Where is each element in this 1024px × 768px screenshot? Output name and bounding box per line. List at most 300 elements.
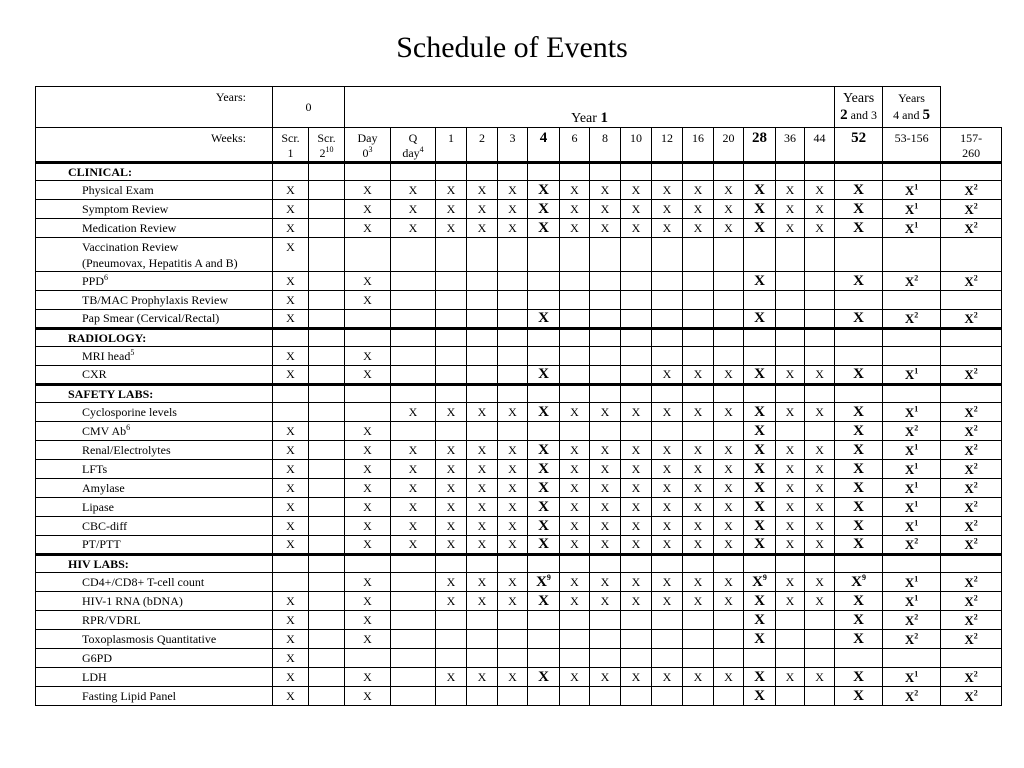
schedule-mark: X: [724, 518, 733, 533]
schedule-cell: [776, 366, 805, 385]
schedule-cell: [560, 422, 590, 441]
schedule-cell: [883, 517, 941, 536]
schedule-cell: [590, 291, 621, 310]
schedule-cell: [652, 200, 683, 219]
schedule-cell: [345, 687, 391, 706]
weeks-label: Weeks:: [36, 128, 273, 163]
schedule-cell: [835, 200, 883, 219]
schedule-cell: [621, 347, 652, 366]
schedule-cell: [498, 403, 528, 422]
schedule-mark-footnote: 9: [862, 572, 866, 582]
schedule-cell: [652, 460, 683, 479]
schedule-mark: X: [363, 669, 372, 684]
schedule-mark-footnote: 2: [973, 442, 978, 452]
week-header-line1: Day: [357, 131, 378, 145]
schedule-mark: X: [477, 182, 487, 197]
schedule-cell: [498, 272, 528, 291]
schedule-mark: X: [964, 367, 974, 382]
schedule-mark: X: [538, 181, 549, 198]
schedule-mark: X: [508, 574, 517, 589]
schedule-mark: X: [724, 201, 733, 216]
schedule-cell: [941, 291, 1002, 310]
schedule-cell: [652, 479, 683, 498]
schedule-cell: [528, 479, 560, 498]
schedule-mark-footnote: 1: [914, 593, 919, 603]
table-row: [36, 573, 1002, 592]
row-label-text: Cyclosporine levels: [82, 404, 177, 419]
schedule-mark: X: [662, 442, 672, 457]
schedule-mark: X: [853, 498, 864, 515]
schedule-cell: [560, 592, 590, 611]
schedule-cell: [391, 310, 436, 329]
schedule-cell: [273, 611, 309, 630]
schedule-cell: [467, 219, 498, 238]
schedule-mark: X: [662, 593, 672, 608]
schedule-cell: [528, 291, 560, 310]
schedule-mark: X: [754, 441, 765, 458]
week-header-2: [345, 128, 391, 163]
schedule-cell: [776, 310, 805, 329]
schedule-mark: X: [964, 574, 974, 590]
schedule-cell: [436, 592, 467, 611]
schedule-mark: X: [904, 574, 915, 590]
schedule-cell: [467, 630, 498, 649]
empty-cell: [776, 163, 805, 181]
schedule-cell: [391, 403, 436, 422]
schedule-mark: X: [600, 201, 610, 216]
schedule-mark: X: [363, 480, 372, 495]
schedule-mark-footnote: 2: [973, 593, 978, 603]
schedule-cell: [345, 347, 391, 366]
schedule-cell: [835, 219, 883, 238]
schedule-cell: [467, 347, 498, 366]
schedule-cell: [835, 460, 883, 479]
schedule-cell: [835, 687, 883, 706]
week-header-13: [714, 128, 744, 163]
row-label: [36, 238, 273, 272]
schedule-cell: [273, 366, 309, 385]
schedule-cell: [590, 460, 621, 479]
schedule-cell: [391, 291, 436, 310]
schedule-cell: [391, 592, 436, 611]
schedule-cell: [345, 630, 391, 649]
schedule-cell: [621, 200, 652, 219]
schedule-mark: X: [904, 273, 915, 289]
schedule-mark: X: [631, 518, 641, 533]
schedule-mark: X: [508, 537, 517, 551]
schedule-mark: X: [538, 219, 549, 236]
schedule-cell: [590, 649, 621, 668]
schedule-cell: [391, 272, 436, 291]
schedule-cell: [744, 403, 776, 422]
schedule-cell: [590, 479, 621, 498]
table-row: [36, 536, 1002, 555]
schedule-mark: X: [408, 537, 418, 551]
schedule-cell: [498, 460, 528, 479]
schedule-mark: X: [904, 669, 915, 685]
schedule-cell: [309, 536, 345, 555]
schedule-mark-footnote: 2: [973, 518, 978, 528]
schedule-cell: [714, 219, 744, 238]
schedule-cell: [309, 479, 345, 498]
table-row: [36, 347, 1002, 366]
schedule-cell: [805, 517, 835, 536]
schedule-mark: X: [538, 310, 549, 326]
schedule-cell: [590, 517, 621, 536]
week-header-line1: 1: [448, 131, 454, 145]
schedule-cell: [941, 649, 1002, 668]
weeks-header-row: [36, 128, 1002, 163]
schedule-mark: X: [446, 220, 456, 235]
schedule-cell: [941, 310, 1002, 329]
schedule-mark-footnote: 2: [914, 273, 919, 283]
schedule-body: [36, 87, 1002, 706]
schedule-mark: X: [754, 200, 765, 217]
schedule-mark: X: [538, 200, 549, 217]
schedule-mark: X: [904, 461, 915, 477]
empty-cell: [467, 385, 498, 403]
schedule-cell: [345, 200, 391, 219]
schedule-cell: [560, 366, 590, 385]
schedule-mark: X: [815, 220, 824, 235]
schedule-cell: [805, 422, 835, 441]
schedule-cell: [590, 200, 621, 219]
empty-cell: [883, 555, 941, 573]
schedule-mark: X: [815, 480, 824, 495]
schedule-cell: [528, 536, 560, 555]
schedule-mark: X: [964, 537, 974, 552]
schedule-mark: X: [785, 201, 795, 216]
schedule-cell: [309, 272, 345, 291]
row-label: [36, 687, 273, 706]
row-label-text: G6PD: [82, 650, 113, 665]
empty-cell: [528, 163, 560, 181]
schedule-mark: X: [964, 404, 974, 420]
schedule-cell: [391, 687, 436, 706]
schedule-cell: [391, 238, 436, 272]
schedule-mark: X: [785, 669, 795, 684]
schedule-mark: X: [785, 220, 795, 235]
schedule-cell: [683, 687, 714, 706]
schedule-mark: X: [815, 367, 824, 381]
empty-cell: [621, 385, 652, 403]
schedule-mark: X: [446, 574, 456, 589]
schedule-cell: [835, 498, 883, 517]
week-header-16: [805, 128, 835, 163]
empty-cell: [436, 385, 467, 403]
schedule-mark: X: [446, 461, 456, 476]
schedule-cell: [805, 238, 835, 272]
section-header-row: [36, 555, 1002, 573]
schedule-mark: X: [570, 518, 579, 533]
schedule-cell: [391, 573, 436, 592]
schedule-mark: X: [815, 201, 824, 216]
schedule-cell: [835, 181, 883, 200]
row-label: [36, 403, 273, 422]
empty-cell: [941, 555, 1002, 573]
empty-cell: [835, 163, 883, 181]
schedule-mark: X: [662, 182, 672, 197]
empty-cell: [590, 329, 621, 347]
schedule-cell: [528, 200, 560, 219]
schedule-mark: X: [286, 499, 295, 514]
schedule-cell: [744, 310, 776, 329]
empty-cell: [835, 329, 883, 347]
empty-cell: [776, 329, 805, 347]
schedule-cell: [835, 611, 883, 630]
section-title: HIV LABS:: [36, 555, 273, 573]
schedule-mark: X: [631, 669, 641, 684]
schedule-cell: [309, 573, 345, 592]
schedule-cell: [345, 291, 391, 310]
schedule-cell: [498, 310, 528, 329]
schedule-mark: X: [662, 537, 672, 551]
empty-cell: [436, 163, 467, 181]
empty-cell: [498, 555, 528, 573]
schedule-cell: [467, 668, 498, 687]
schedule-cell: [835, 536, 883, 555]
schedule-mark: X: [724, 367, 733, 381]
schedule-mark: X: [446, 480, 456, 495]
schedule-cell: [560, 517, 590, 536]
schedule-cell: [883, 291, 941, 310]
schedule-mark: X: [570, 669, 579, 684]
schedule-cell: [498, 238, 528, 272]
schedule-mark: X: [754, 592, 765, 609]
table-row: [36, 219, 1002, 238]
schedule-cell: [590, 238, 621, 272]
schedule-cell: [805, 347, 835, 366]
empty-cell: [273, 329, 309, 347]
schedule-cell: [309, 403, 345, 422]
section-title: SAFETY LABS:: [36, 385, 273, 403]
schedule-mark: X: [693, 593, 703, 608]
schedule-cell: [436, 422, 467, 441]
row-label: [36, 181, 273, 200]
schedule-mark: X: [286, 537, 295, 551]
schedule-cell: [309, 366, 345, 385]
week-header-12: [683, 128, 714, 163]
schedule-cell: [436, 441, 467, 460]
schedule-mark: X: [570, 201, 579, 216]
week-header-1: [309, 128, 345, 163]
schedule-cell: [590, 441, 621, 460]
schedule-mark: X: [538, 460, 549, 477]
schedule-mark: X: [693, 574, 703, 589]
schedule-cell: [309, 668, 345, 687]
schedule-cell: [683, 517, 714, 536]
schedule-cell: [498, 347, 528, 366]
schedule-cell: [621, 498, 652, 517]
schedule-cell: [835, 238, 883, 272]
schedule-mark: X: [286, 650, 295, 665]
schedule-mark: X: [600, 480, 610, 495]
row-label: [36, 573, 273, 592]
schedule-mark: X: [754, 668, 765, 685]
schedule-cell: [273, 536, 309, 555]
schedule-mark: X: [853, 687, 864, 704]
schedule-cell: [528, 611, 560, 630]
schedule-cell: [744, 649, 776, 668]
schedule-cell: [941, 611, 1002, 630]
schedule-cell: [345, 422, 391, 441]
section-header-row: [36, 385, 1002, 403]
schedule-cell: [273, 272, 309, 291]
schedule-mark: X: [363, 574, 372, 589]
empty-cell: [652, 329, 683, 347]
schedule-cell: [714, 291, 744, 310]
years-4-5-word: Years: [898, 91, 925, 105]
schedule-mark-footnote: 2: [973, 273, 978, 283]
empty-cell: [652, 555, 683, 573]
schedule-mark: X: [286, 461, 295, 476]
schedule-cell: [273, 460, 309, 479]
schedule-mark: X: [662, 499, 672, 514]
schedule-cell: [941, 238, 1002, 272]
schedule-cell: [309, 181, 345, 200]
row-label-text: Fasting Lipid Panel: [82, 688, 176, 703]
row-label: [36, 649, 273, 668]
schedule-cell: [776, 498, 805, 517]
schedule-cell: [835, 592, 883, 611]
schedule-cell: [621, 272, 652, 291]
schedule-mark: X: [724, 499, 733, 514]
years-header-row: [36, 87, 1002, 128]
years-2-3-header: [835, 87, 883, 128]
schedule-cell: [805, 403, 835, 422]
schedule-mark: X: [754, 498, 765, 515]
schedule-cell: [498, 649, 528, 668]
schedule-cell: [436, 291, 467, 310]
schedule-cell: [436, 573, 467, 592]
schedule-mark-footnote: 2: [914, 423, 919, 433]
schedule-mark: X: [508, 182, 517, 197]
schedule-cell: [621, 611, 652, 630]
schedule-cell: [744, 460, 776, 479]
empty-cell: [744, 329, 776, 347]
schedule-cell: [744, 238, 776, 272]
schedule-mark: X: [964, 182, 974, 198]
schedule-mark: X: [286, 442, 295, 457]
schedule-mark: X: [785, 182, 795, 197]
schedule-cell: [273, 668, 309, 687]
schedule-mark: X: [754, 219, 765, 236]
week-header-footnote: 4: [419, 145, 424, 154]
schedule-cell: [528, 592, 560, 611]
schedule-mark: X: [363, 442, 372, 457]
schedule-mark: X: [600, 518, 610, 533]
schedule-mark: X: [600, 442, 610, 457]
schedule-cell: [714, 403, 744, 422]
schedule-cell: [273, 498, 309, 517]
week-header-line1: 53-156: [894, 131, 929, 145]
schedule-mark: X: [964, 480, 974, 496]
schedule-mark: X: [631, 537, 641, 551]
schedule-mark: X: [508, 593, 517, 608]
schedule-mark: X: [631, 220, 641, 235]
schedule-cell: [883, 668, 941, 687]
schedule-cell: [683, 536, 714, 555]
empty-cell: [467, 555, 498, 573]
schedule-mark: X: [754, 479, 765, 496]
schedule-cell: [391, 611, 436, 630]
empty-cell: [683, 385, 714, 403]
row-label: [36, 536, 273, 555]
schedule-mark: X: [964, 273, 974, 289]
schedule-mark-footnote: 1: [914, 669, 919, 679]
schedule-mark: X: [477, 442, 487, 457]
schedule-cell: [714, 441, 744, 460]
schedule-mark: X: [286, 240, 295, 254]
empty-cell: [590, 385, 621, 403]
schedule-cell: [683, 441, 714, 460]
schedule-mark: X: [851, 573, 862, 590]
schedule-cell: [776, 181, 805, 200]
schedule-mark: X: [363, 348, 372, 363]
schedule-cell: [345, 573, 391, 592]
schedule-cell: [776, 403, 805, 422]
schedule-cell: [683, 479, 714, 498]
schedule-mark: X: [662, 518, 672, 533]
schedule-mark: X: [853, 611, 864, 628]
schedule-cell: [590, 219, 621, 238]
week-header-18: [883, 128, 941, 163]
row-label: [36, 272, 273, 291]
schedule-cell: [805, 536, 835, 555]
schedule-cell: [652, 181, 683, 200]
schedule-mark-footnote: 2: [973, 536, 978, 546]
empty-cell: [590, 555, 621, 573]
schedule-cell: [621, 687, 652, 706]
week-header-line1: 157-: [960, 131, 983, 145]
schedule-mark: X: [600, 593, 610, 608]
schedule-cell: [805, 310, 835, 329]
schedule-cell: [621, 573, 652, 592]
schedule-cell: [714, 310, 744, 329]
schedule-mark: X: [570, 480, 579, 495]
schedule-mark: X: [693, 480, 703, 495]
schedule-cell: [467, 536, 498, 555]
schedule-cell: [467, 238, 498, 272]
schedule-cell: [883, 219, 941, 238]
table-row: [36, 238, 1002, 272]
schedule-cell: [590, 611, 621, 630]
schedule-cell: [498, 366, 528, 385]
empty-cell: [683, 163, 714, 181]
schedule-mark: X: [508, 404, 517, 419]
row-label: [36, 200, 273, 219]
schedule-mark: X: [785, 574, 795, 589]
schedule-cell: [835, 441, 883, 460]
schedule-cell: [528, 422, 560, 441]
empty-cell: [309, 329, 345, 347]
schedule-mark: X: [853, 403, 864, 420]
schedule-mark: X: [724, 461, 733, 476]
schedule-cell: [590, 668, 621, 687]
schedule-cell: [590, 403, 621, 422]
schedule-mark: X: [286, 182, 295, 197]
schedule-cell: [683, 573, 714, 592]
schedule-mark: X: [477, 574, 487, 589]
schedule-cell: [776, 272, 805, 291]
schedule-mark: X: [693, 669, 703, 684]
week-header-line1: 36: [784, 131, 796, 145]
empty-cell: [941, 329, 1002, 347]
schedule-cell: [652, 668, 683, 687]
empty-cell: [309, 555, 345, 573]
week-header-line1: 12: [661, 131, 673, 145]
schedule-mark-footnote: 2: [973, 366, 978, 376]
